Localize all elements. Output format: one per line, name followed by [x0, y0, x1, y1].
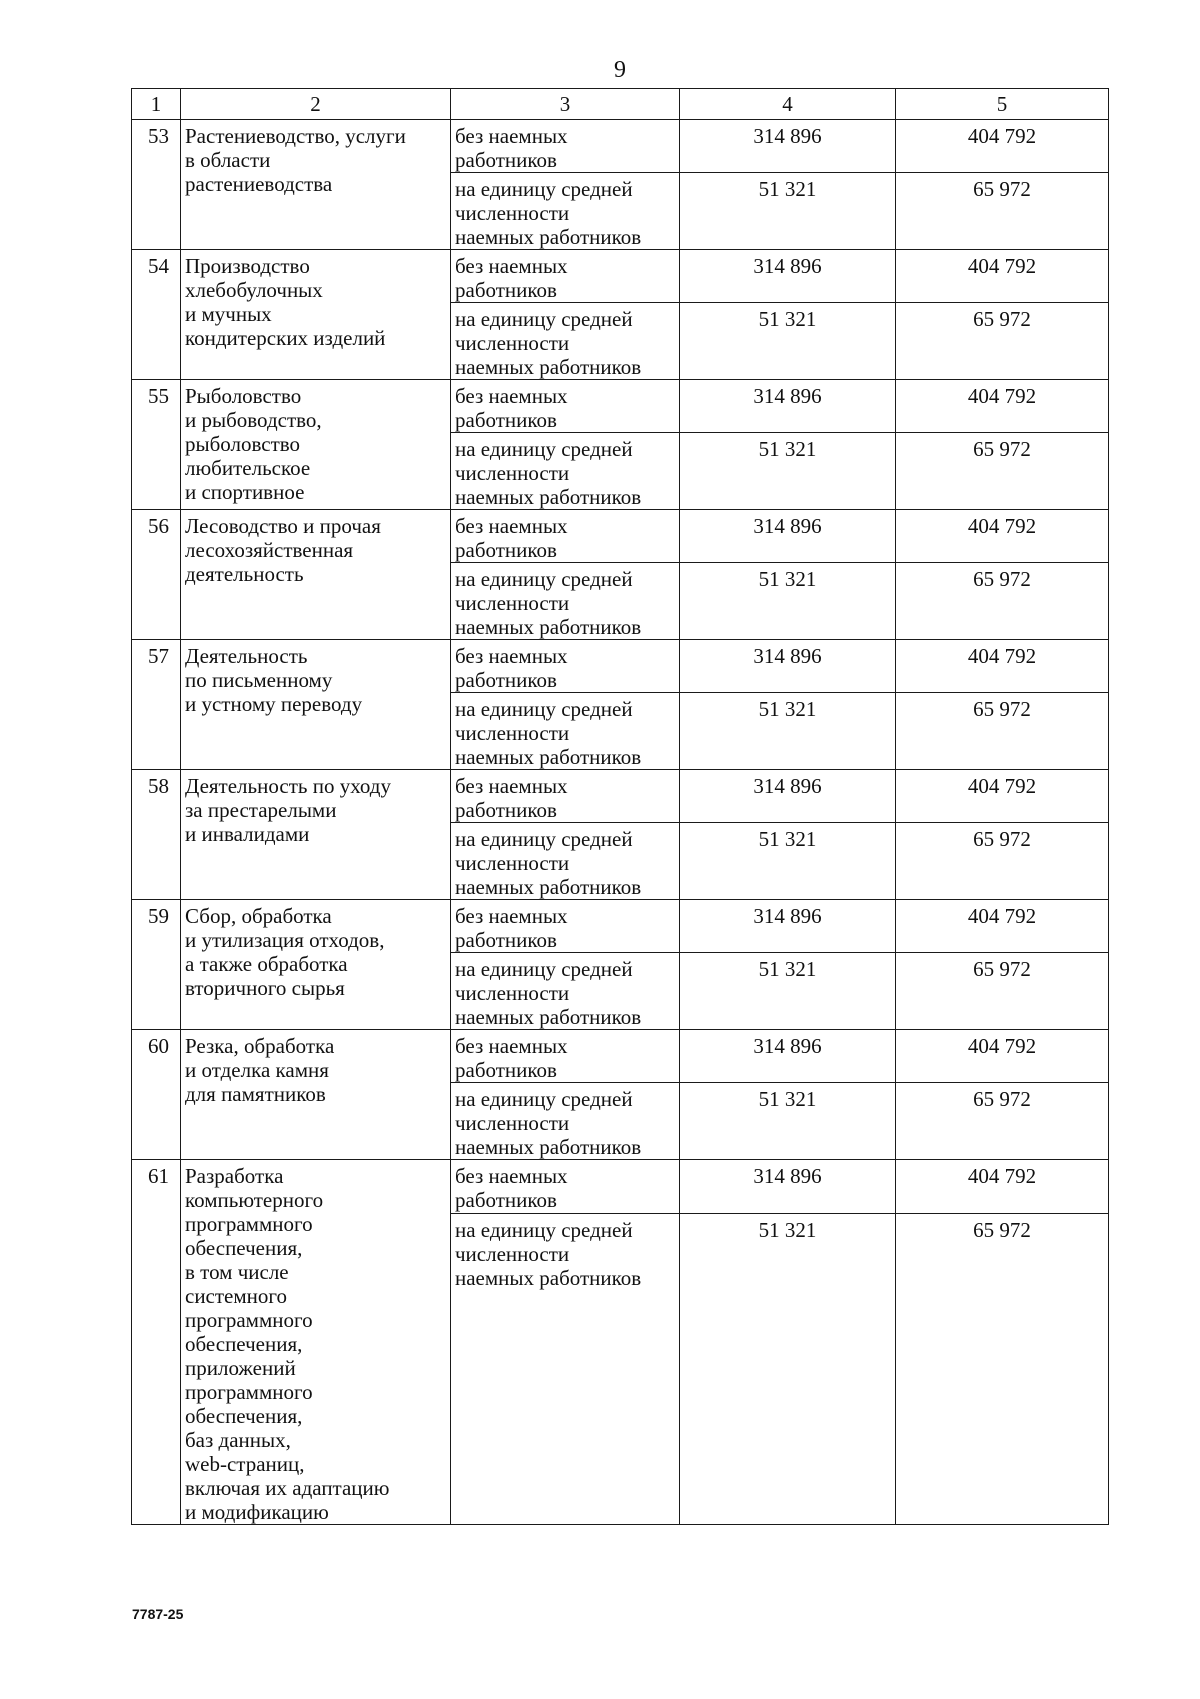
value-column-4: 51 321 — [680, 693, 896, 770]
value-column-5: 65 972 — [896, 693, 1109, 770]
value-column-5: 404 792 — [896, 770, 1109, 823]
value-column-5: 65 972 — [896, 563, 1109, 640]
value-column-4: 51 321 — [680, 563, 896, 640]
value-column-5: 65 972 — [896, 953, 1109, 1030]
value-column-4: 314 896 — [680, 640, 896, 693]
column-header-1: 1 — [132, 89, 181, 120]
value-column-4: 314 896 — [680, 900, 896, 953]
table-row — [132, 1160, 1109, 1214]
activity-name: Деятельность по уходу за престарелыми и инвалидами — [181, 770, 451, 900]
row-number: 59 — [132, 900, 181, 1030]
entrepreneur-type: на единицу средней численности наемных работников — [451, 303, 680, 380]
entrepreneur-type: на единицу средней численности наемных работников — [451, 1213, 680, 1524]
row-number: 58 — [132, 770, 181, 900]
activity-name: Растениеводство, услуги в области растениеводства — [181, 120, 451, 250]
value-column-5: 404 792 — [896, 510, 1109, 563]
table-row — [132, 380, 1109, 433]
entrepreneur-type: на единицу средней численности наемных работников — [451, 1083, 680, 1160]
table-header-row — [132, 89, 1109, 120]
table-row — [132, 640, 1109, 693]
column-header-4: 4 — [680, 89, 896, 120]
value-column-4: 51 321 — [680, 823, 896, 900]
value-column-4: 314 896 — [680, 250, 896, 303]
entrepreneur-type: на единицу средней численности наемных работников — [451, 693, 680, 770]
entrepreneur-type: на единицу средней численности наемных работников — [451, 563, 680, 640]
value-column-4: 314 896 — [680, 120, 896, 173]
value-column-5: 65 972 — [896, 823, 1109, 900]
activity-name: Резка, обработка и отделка камня для памятников — [181, 1030, 451, 1160]
value-column-5: 404 792 — [896, 900, 1109, 953]
entrepreneur-type: без наемных работников — [451, 250, 680, 303]
column-header-5: 5 — [896, 89, 1109, 120]
entrepreneur-type: без наемных работников — [451, 510, 680, 563]
entrepreneur-type: без наемных работников — [451, 640, 680, 693]
value-column-4: 314 896 — [680, 510, 896, 563]
column-header-3: 3 — [451, 89, 680, 120]
entrepreneur-type: без наемных работников — [451, 380, 680, 433]
value-column-5: 65 972 — [896, 1213, 1109, 1524]
value-column-4: 51 321 — [680, 433, 896, 510]
activity-name: Лесоводство и прочая лесохозяйственная деятельность — [181, 510, 451, 640]
value-column-5: 65 972 — [896, 433, 1109, 510]
table-row — [132, 900, 1109, 953]
value-column-4: 314 896 — [680, 770, 896, 823]
value-column-4: 51 321 — [680, 173, 896, 250]
tax-rates-table — [131, 88, 1109, 1525]
table-row — [132, 510, 1109, 563]
entrepreneur-type: на единицу средней численности наемных работников — [451, 433, 680, 510]
value-column-5: 404 792 — [896, 1160, 1109, 1214]
table-row — [132, 1030, 1109, 1083]
entrepreneur-type: без наемных работников — [451, 1160, 680, 1214]
table-row — [132, 250, 1109, 303]
value-column-5: 404 792 — [896, 1030, 1109, 1083]
entrepreneur-type: без наемных работников — [451, 770, 680, 823]
entrepreneur-type: на единицу средней численности наемных работников — [451, 173, 680, 250]
value-column-5: 404 792 — [896, 120, 1109, 173]
activity-name: Разработка компьютерного программного обеспечения, в том числе системного программного обеспечения, приложений программного обеспечения, баз данных, web-страниц, включая их адаптацию и модификацию — [181, 1160, 451, 1525]
activity-name: Рыболовство и рыбоводство, рыболовство любительское и спортивное — [181, 380, 451, 510]
entrepreneur-type: на единицу средней численности наемных работников — [451, 953, 680, 1030]
page-number: 9 — [614, 57, 626, 83]
value-column-4: 51 321 — [680, 953, 896, 1030]
entrepreneur-type: на единицу средней численности наемных работников — [451, 823, 680, 900]
row-number: 53 — [132, 120, 181, 250]
value-column-4: 314 896 — [680, 1160, 896, 1214]
table-row — [132, 770, 1109, 823]
row-number: 60 — [132, 1030, 181, 1160]
value-column-5: 65 972 — [896, 303, 1109, 380]
row-number: 55 — [132, 380, 181, 510]
value-column-5: 404 792 — [896, 380, 1109, 433]
document-code: 7787-25 — [132, 1606, 184, 1622]
value-column-5: 65 972 — [896, 173, 1109, 250]
column-header-2: 2 — [181, 89, 451, 120]
value-column-4: 51 321 — [680, 1083, 896, 1160]
row-number: 54 — [132, 250, 181, 380]
row-number: 61 — [132, 1160, 181, 1525]
activity-name: Сбор, обработка и утилизация отходов, а также обработка вторичного сырья — [181, 900, 451, 1030]
row-number: 57 — [132, 640, 181, 770]
value-column-4: 314 896 — [680, 1030, 896, 1083]
entrepreneur-type: без наемных работников — [451, 120, 680, 173]
row-number: 56 — [132, 510, 181, 640]
table-row — [132, 120, 1109, 173]
value-column-4: 314 896 — [680, 380, 896, 433]
value-column-5: 65 972 — [896, 1083, 1109, 1160]
activity-name: Производство хлебобулочных и мучных кондитерских изделий — [181, 250, 451, 380]
value-column-4: 51 321 — [680, 1213, 896, 1524]
activity-name: Деятельность по письменному и устному переводу — [181, 640, 451, 770]
value-column-4: 51 321 — [680, 303, 896, 380]
entrepreneur-type: без наемных работников — [451, 900, 680, 953]
entrepreneur-type: без наемных работников — [451, 1030, 680, 1083]
value-column-5: 404 792 — [896, 250, 1109, 303]
value-column-5: 404 792 — [896, 640, 1109, 693]
